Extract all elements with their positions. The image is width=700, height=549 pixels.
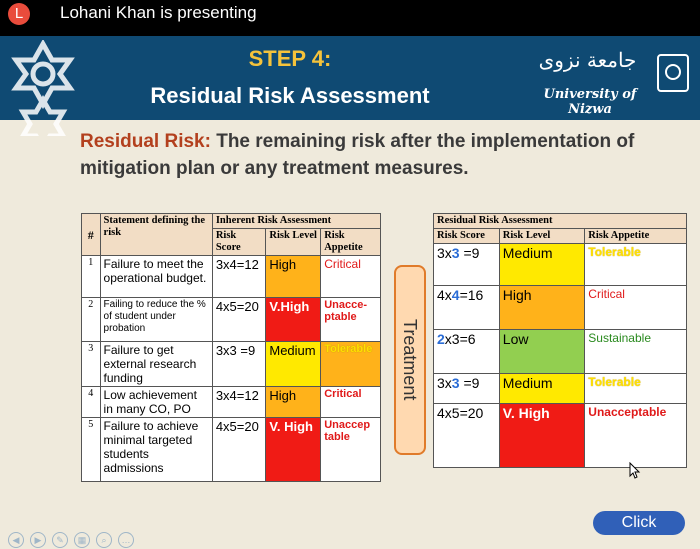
table-row <box>82 418 381 482</box>
risk-appetite: Tolerable <box>585 374 687 404</box>
university-logo <box>520 44 690 117</box>
presenter-avatar: L <box>8 3 30 25</box>
risk-score: 3x4=12 <box>212 387 266 418</box>
table-row <box>434 404 687 468</box>
logo-arabic: جامعة نزوى <box>538 48 637 72</box>
crest-icon <box>657 54 689 92</box>
risk-score: 3x4=12 <box>212 256 266 298</box>
col-score: Risk Score <box>434 229 500 244</box>
treatment-label: Treatment <box>400 319 420 401</box>
score-part: =16 <box>459 287 484 303</box>
table-row <box>82 342 381 387</box>
risk-appetite: Unacceptable <box>585 404 687 468</box>
risk-appetite: Unacce-ptable <box>321 298 381 342</box>
score-changed: 2 <box>437 331 445 347</box>
score-changed: 4 <box>451 287 460 303</box>
next-slide-icon[interactable]: ▶ <box>30 532 46 548</box>
score-part: =9 <box>459 375 480 391</box>
risk-score <box>434 330 500 374</box>
step-heading: STEP 4: <box>248 46 332 71</box>
slides-icon[interactable]: ▦ <box>74 532 90 548</box>
risk-score: 3x3 =9 <box>212 342 266 387</box>
risk-appetite: Critical <box>585 286 687 330</box>
risk-score <box>434 244 500 286</box>
residual-risk-table <box>433 213 687 468</box>
table-row <box>82 298 381 342</box>
score-part: 3x <box>437 375 452 391</box>
risk-appetite: Tolerable <box>585 244 687 286</box>
col-num: # <box>82 214 101 256</box>
col-appetite: Risk Appetite <box>585 229 687 244</box>
row-num: 5 <box>82 418 101 482</box>
definition-label: Residual Risk: <box>80 131 211 152</box>
risk-appetite: Critical <box>321 387 381 418</box>
risk-appetite: Sustainable <box>585 330 687 374</box>
risk-level: Medium <box>499 244 585 286</box>
shared-slide <box>0 36 700 549</box>
prev-slide-icon[interactable]: ◀ <box>8 532 24 548</box>
row-num: 4 <box>82 387 101 418</box>
table-row <box>434 374 687 404</box>
risk-level: High <box>266 387 321 418</box>
zoom-icon[interactable]: ⌕ <box>96 532 112 548</box>
risk-level: High <box>499 286 585 330</box>
slide-header <box>0 36 700 120</box>
mouse-cursor-icon <box>629 462 641 480</box>
risk-statement: Failure to get external research funding <box>100 342 212 387</box>
risk-statement: Failing to reduce the % of student under probation <box>100 298 212 342</box>
inherent-header: Inherent Risk Assessment <box>212 214 380 229</box>
risk-appetite: Unaccep table <box>321 418 381 482</box>
risk-level: V. High <box>499 404 585 468</box>
risk-level: V.High <box>266 298 321 342</box>
risk-score <box>434 374 500 404</box>
row-num: 3 <box>82 342 101 387</box>
slideshow-controls <box>8 530 140 546</box>
click-button[interactable]: Click <box>593 511 685 535</box>
row-num: 1 <box>82 256 101 298</box>
score-part: =9 <box>459 245 480 261</box>
col-score: Risk Score <box>212 229 266 256</box>
score-part: 3x <box>437 245 452 261</box>
table-row <box>82 256 381 298</box>
row-num: 2 <box>82 298 101 342</box>
col-appetite: Risk Appetite <box>321 229 381 256</box>
col-statement: Statement defining the risk <box>100 214 212 256</box>
score-part: x3=6 <box>444 331 476 347</box>
table-row <box>434 286 687 330</box>
more-icon[interactable]: … <box>118 532 134 548</box>
risk-score: 4x5=20 <box>212 418 266 482</box>
pen-icon[interactable]: ✎ <box>52 532 68 548</box>
risk-statement: Failure to achieve minimal targeted students admissions <box>100 418 212 482</box>
table-row <box>82 387 381 418</box>
risk-appetite: Critical <box>321 256 381 298</box>
table-row <box>434 244 687 286</box>
risk-score: 4x5=20 <box>212 298 266 342</box>
presenter-bar <box>0 0 700 30</box>
risk-level: V. High <box>266 418 321 482</box>
risk-level: Medium <box>266 342 321 387</box>
risk-level: Medium <box>499 374 585 404</box>
slide-title: Residual Risk Assessment <box>150 83 430 108</box>
col-level: Risk Level <box>266 229 321 256</box>
definition-text <box>80 128 680 182</box>
inherent-risk-table <box>81 213 381 482</box>
col-level: Risk Level <box>499 229 585 244</box>
risk-score: 4x5=20 <box>434 404 500 468</box>
score-part: 4x <box>437 287 452 303</box>
risk-statement: Failure to meet the operational budget. <box>100 256 212 298</box>
risk-level: Low <box>499 330 585 374</box>
residual-header: Residual Risk Assessment <box>434 214 687 229</box>
score-changed: 3 <box>451 375 460 391</box>
risk-appetite: Tolerable <box>321 342 381 387</box>
risk-statement: Low achievement in many CO, PO <box>100 387 212 418</box>
logo-english: University of Nizwa <box>543 87 637 117</box>
table-row <box>434 330 687 374</box>
risk-level: High <box>266 256 321 298</box>
definition-body: The remaining risk after the implementation of mitigation plan or any treatment measures. <box>80 131 635 179</box>
risk-score <box>434 286 500 330</box>
presenter-label: Lohani Khan is presenting <box>60 3 257 22</box>
score-changed: 3 <box>451 245 460 261</box>
